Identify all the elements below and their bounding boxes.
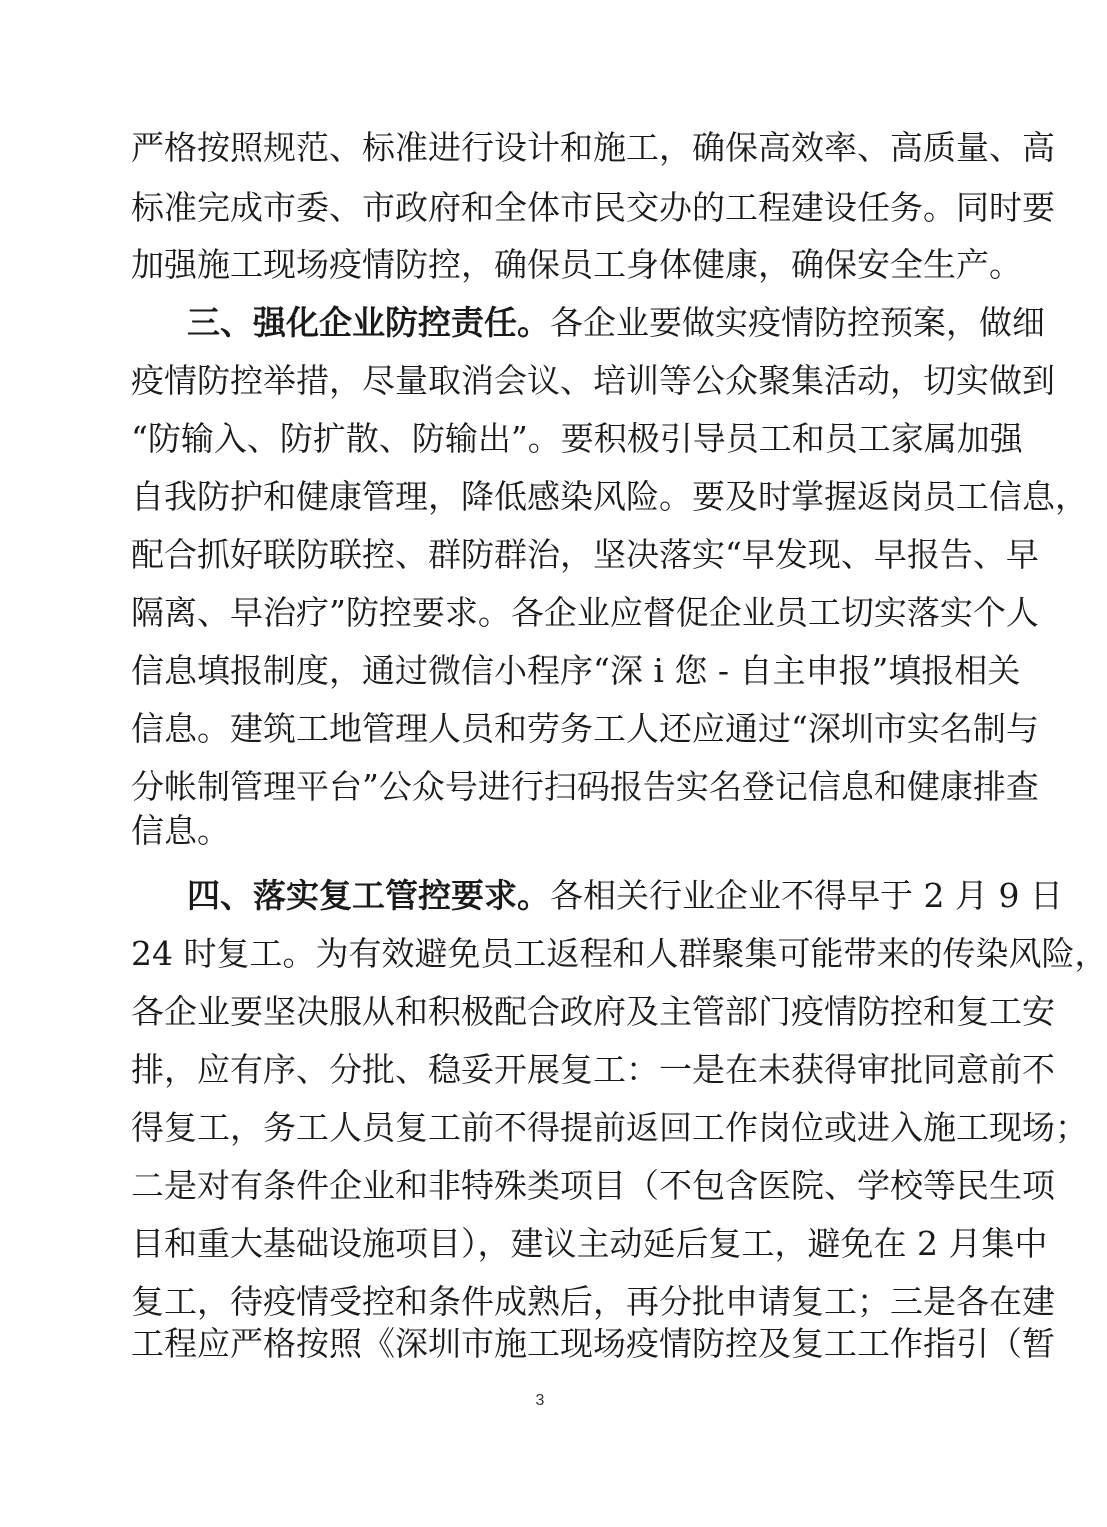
section-3-first-line (187, 298, 1045, 348)
text-line: 目和重大基础设施项目），建议主动延后复工，避免在 2 月集中 (131, 1224, 1048, 1263)
text-line: “防输入、防扩散、防输出”。要积极引导员工和员工家属加强 (131, 419, 1023, 458)
text-line: 二是对有条件企业和非特殊类项目（不包含医院、学校等民生项 (131, 1166, 1055, 1205)
text-line: 排，应有序、分批、稳妥开展复工：一是在未获得审批同意前不 (131, 1050, 1055, 1089)
text-line: 严格按照规范、标准进行设计和施工，确保高效率、高质量、高 (131, 128, 1055, 167)
text-line: 标准完成市委、市政府和全体市民交办的工程建设任务。同时要 (131, 188, 1055, 227)
section-3-heading: 三、强化企业防控责任。 (187, 303, 550, 342)
section-4-first-line-text: 各相关行业企业不得早于 2 月 9 日 (550, 876, 1063, 915)
text-line: 分帐制管理平台”公众号进行扫码报告实名登记信息和健康排查 (131, 767, 1039, 806)
text-line: 隔离、早治疗”防控要求。各企业应督促企业员工切实落实个人 (131, 593, 1039, 632)
section-4-heading: 四、落实复工管控要求。 (187, 876, 550, 915)
section-4-first-line (187, 871, 1063, 921)
text-line: 信息。建筑工地管理人员和劳务工人还应通过“深圳市实名制与 (131, 709, 1039, 748)
text-line: 信息填报制度，通过微信小程序“深 i 您 - 自主申报”填报相关 (131, 651, 1021, 690)
page-number: 3 (535, 1392, 545, 1409)
section-3-first-line-text: 各企业要做实疫情防控预案，做细 (550, 303, 1045, 342)
text-line: 加强施工现场疫情防控，确保员工身体健康，确保安全生产。 (131, 245, 1022, 284)
text-line: 配合抓好联防联控、群防群治，坚决落实“早发现、早报告、早 (131, 535, 1039, 574)
text-line: 自我防护和健康管理，降低感染风险。要及时掌握返岗员工信息， (131, 477, 1088, 516)
text-line: 工程应严格按照《深圳市施工现场疫情防控及复工工作指引（暂 (131, 1324, 1055, 1363)
text-line: 信息。 (131, 811, 230, 850)
text-line: 各企业要坚决服从和积极配合政府及主管部门疫情防控和复工安 (131, 992, 1055, 1031)
text-line: 疫情防控举措，尽量取消会议、培训等公众聚集活动，切实做到 (131, 361, 1055, 400)
text-line: 得复工，务工人员复工前不得提前返回工作岗位或进入施工现场； (131, 1108, 1088, 1147)
text-line: 24 时复工。为有效避免员工返程和人群聚集可能带来的传染风险， (131, 934, 1107, 973)
text-line: 复工，待疫情受控和条件成熟后，再分批申请复工；三是各在建 (131, 1282, 1055, 1321)
